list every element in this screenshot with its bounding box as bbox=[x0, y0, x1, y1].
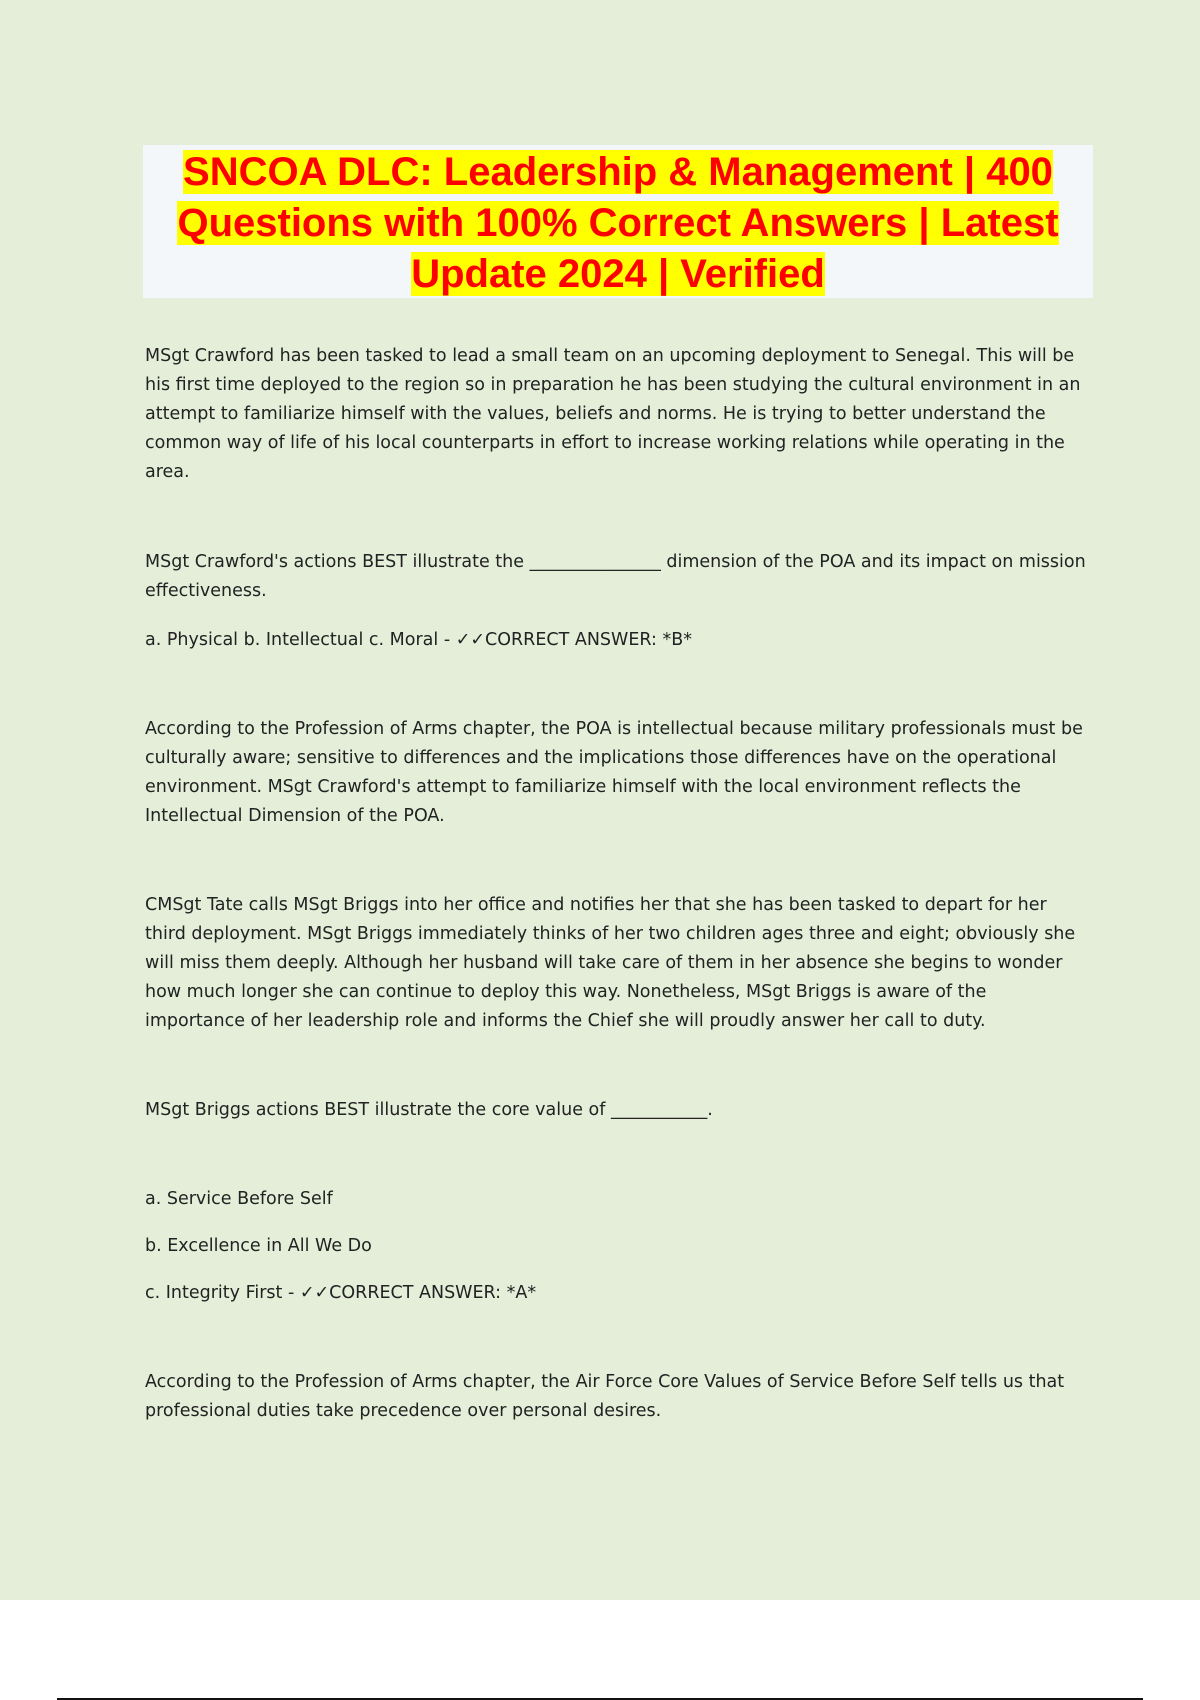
q1-explanation: According to the Profession of Arms chapter, the POA is intellectual because military professionals must be culturally aware; sensitive to differences and the implications those differences have on the operational environment. MSgt Crawford's attempt to familiarize himself with the local environment reflects the Intellectual Dimension of the POA. bbox=[145, 719, 1083, 826]
q2-scenario: CMSgt Tate calls MSgt Briggs into her office and notifies her that she has been tasked to depart for her third deployment. MSgt Briggs immediately thinks of her two children ages three and eight; obviously she will miss them deeply. Although her husband will take care of them in her absence she begins to wonder how much longer she can continue to deploy this way. Nonetheless, MSgt Briggs is aware of the importance of her leadership role and informs the Chief she will proudly answer her call to duty. bbox=[145, 895, 1076, 1031]
document-body bbox=[145, 342, 1090, 1426]
q2-question: MSgt Briggs actions BEST illustrate the core value of ___________. bbox=[145, 1100, 713, 1120]
q1-options-answer: a. Physical b. Intellectual c. Moral - ✓✓CORRECT ANSWER: *B* bbox=[145, 630, 692, 650]
q1-scenario: MSgt Crawford has been tasked to lead a small team on an upcoming deployment to Senegal. This will be his first time deployed to the region so in preparation he has been studying the cultural environment in an attempt to familiarize himself with the values, beliefs and norms. He is trying to better understand the common way of life of his local counterparts in effort to increase working relations while operating in the area. bbox=[145, 346, 1081, 482]
q2-option-b: b. Excellence in All We Do bbox=[145, 1236, 372, 1256]
q2-option-c-answer: c. Integrity First - ✓✓CORRECT ANSWER: *A* bbox=[145, 1283, 537, 1303]
q2-option-a: a. Service Before Self bbox=[145, 1189, 333, 1209]
document-title: SNCOA DLC: Leadership & Management | 400 Questions with 100% Correct Answers | Latest Update 2024 | Verified bbox=[177, 150, 1059, 296]
q1-question: MSgt Crawford's actions BEST illustrate the _______________ dimension of the POA and its impact on mission effectiveness. bbox=[145, 552, 1086, 601]
document-title-box bbox=[143, 145, 1093, 298]
q2-explanation: According to the Profession of Arms chapter, the Air Force Core Values of Service Before Self tells us that professional duties take precedence over personal desires. bbox=[145, 1372, 1065, 1421]
